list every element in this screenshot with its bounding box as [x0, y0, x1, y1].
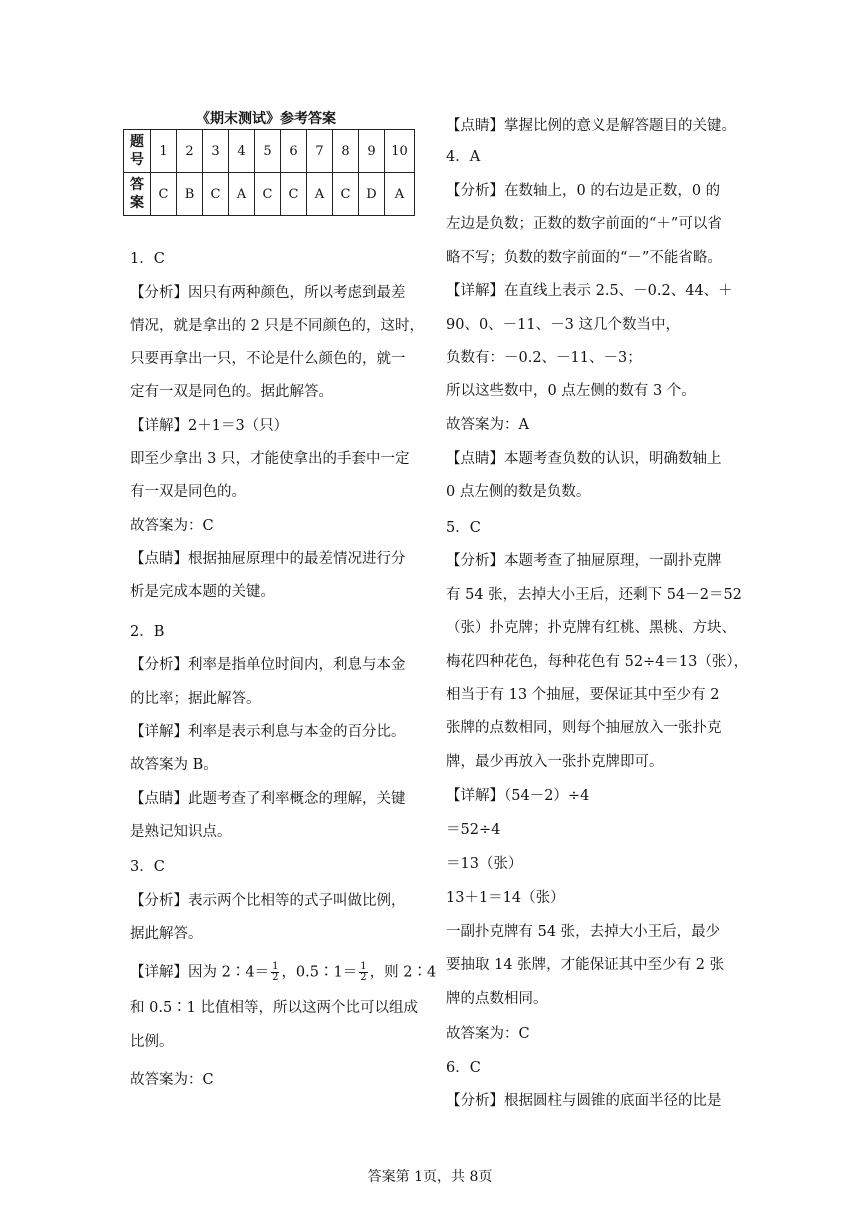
text-line: （张）扑克牌；扑克牌有红桃、黑桃、方块、: [446, 620, 736, 636]
text-line: 【详解】2＋1＝3（只）: [130, 418, 289, 434]
answer-value: C: [333, 173, 359, 216]
answer-label-cell: [124, 173, 151, 216]
text-line: 【分析】因只有两种颜色，所以考虑到最差: [130, 285, 406, 301]
fraction-one-half: [271, 962, 279, 983]
text-line: 负数有：－0.2、－11、－3；: [446, 350, 642, 366]
text-line: 只要再拿出一只，不论是什么颜色的，就一: [130, 351, 406, 367]
question-number: 9: [359, 130, 385, 173]
text-line: 故答案为：C: [446, 1026, 530, 1042]
question-number: 10: [385, 130, 415, 173]
question-number: 1: [151, 130, 177, 173]
text-line: 13＋1＝14（张）: [446, 890, 565, 906]
question-number: 5: [255, 130, 281, 173]
text-line: 要抽取 14 张牌，才能保证其中至少有 2 张: [446, 957, 725, 973]
fraction-denominator: 2: [272, 972, 279, 983]
q3-detail-part2: ，0.5∶1＝: [281, 964, 358, 981]
text-line: 【分析】根据圆柱与圆锥的底面半径的比是: [446, 1093, 722, 1109]
text-line: 【点睛】此题考查了利率概念的理解，关键: [130, 791, 406, 807]
answer-value: C: [255, 173, 281, 216]
text-line: 一副扑克牌有 54 张，去掉大小王后，最少: [446, 924, 721, 940]
fraction-one-half: [359, 962, 367, 983]
text-line: 【详解】利率是表示利息与本金的百分比。: [130, 724, 406, 740]
fraction-numerator: 1: [360, 961, 367, 972]
text-line: 【分析】本题考查了抽屉原理，一副扑克牌: [446, 553, 722, 569]
answer-value: C: [151, 173, 177, 216]
text-line: 90、0、－11、－3 这几个数当中，: [446, 317, 680, 333]
text-line: 牌，最少再放入一张扑克牌即可。: [446, 754, 664, 770]
text-line: 【分析】在数轴上，0 的右边是正数，0 的: [446, 183, 721, 199]
text-line: 定有一双是同色的。据此解答。: [130, 384, 333, 400]
text-line: 【点睛】本题考查负数的认识，明确数轴上: [446, 451, 722, 467]
text-line: 【分析】表示两个比相等的式子叫做比例，: [130, 893, 406, 909]
text-line: 据此解答。: [130, 926, 203, 942]
text-line: ＝52÷4: [446, 822, 501, 838]
text-line: 【点睛】根据抽屉原理中的最差情况进行分: [130, 551, 406, 567]
text-line: 有一双是同色的。: [130, 484, 246, 500]
text-line: 是熟记知识点。: [130, 824, 232, 840]
text-line: 3．C: [130, 859, 165, 875]
q3-detail-line: [130, 962, 436, 983]
text-line: 5．C: [446, 520, 481, 536]
header-label-cell: [124, 130, 151, 173]
answer-value: C: [203, 173, 229, 216]
fraction-denominator: 2: [360, 972, 367, 983]
answer-value: B: [177, 173, 203, 216]
q3-detail-part3: ，则 2∶4: [369, 964, 437, 981]
text-line: 析是完成本题的关键。: [130, 584, 275, 600]
text-line: 即至少拿出 3 只，才能使拿出的手套中一定: [130, 451, 410, 467]
answer-value: D: [359, 173, 385, 216]
answer-table: [123, 129, 415, 216]
question-number: 2: [177, 130, 203, 173]
question-number: 3: [203, 130, 229, 173]
text-line: 张牌的点数相同，则每个抽屉放入一张扑克: [446, 720, 722, 736]
text-line: 比例。: [130, 1034, 174, 1050]
text-line: 相当于有 13 个抽屉，要保证其中至少有 2: [446, 687, 720, 703]
answer-table-header-row: [124, 130, 415, 173]
text-line: 情况，就是拿出的 2 只是不同颜色的，这时，: [130, 318, 424, 334]
text-line: 故答案为：A: [446, 417, 529, 433]
q3-detail-part1: 【详解】因为 2∶4＝: [130, 964, 270, 981]
text-line: 梅花四种花色，每种花色有 52÷4＝13（张），: [446, 654, 749, 670]
text-line: 故答案为：C: [130, 1072, 214, 1088]
text-line: 故答案为：C: [130, 518, 214, 534]
text-line: 4．A: [446, 149, 481, 165]
text-line: 【详解】在直线上表示 2.5、－0.2、44、＋: [446, 283, 733, 299]
text-line: 【分析】利率是指单位时间内，利息与本金: [130, 657, 406, 673]
text-line: 故答案为 B。: [130, 757, 218, 773]
text-line: 1．C: [130, 251, 165, 267]
question-number: 4: [229, 130, 255, 173]
header-label-char: 题: [130, 134, 144, 150]
question-number: 6: [281, 130, 307, 173]
text-line: 和 0.5∶1 比值相等，所以这两个比可以组成: [130, 1000, 419, 1016]
text-line: 略不写；负数的数字前面的“－”不能省略。: [446, 250, 722, 266]
text-line: 牌的点数相同。: [446, 991, 548, 1007]
answer-table-answer-row: [124, 173, 415, 216]
fraction-numerator: 1: [272, 961, 279, 972]
question-number: 7: [307, 130, 333, 173]
text-line: 【详解】（54－2）÷4: [446, 788, 590, 804]
question-number: 8: [333, 130, 359, 173]
page-footer: 答案第 1页，共 8页: [367, 1169, 493, 1185]
text-line: 所以这些数中，0 点左侧的数有 3 个。: [446, 383, 696, 399]
answer-value: A: [229, 173, 255, 216]
answer-label-char: 案: [130, 195, 144, 211]
text-line: 左边是负数；正数的数字前面的“＋”可以省: [446, 216, 722, 232]
page-title: 《期末测试》参考答案: [196, 111, 336, 127]
text-line: 2．B: [130, 624, 165, 640]
text-line: ＝13（张）: [446, 856, 523, 872]
text-line: 的比率；据此解答。: [130, 691, 261, 707]
text-line: 6．C: [446, 1060, 481, 1076]
text-line: 有 54 张，去掉大小王后，还剩下 54－2＝52: [446, 587, 742, 603]
text-line: 【点睛】掌握比例的意义是解答题目的关键。: [446, 118, 736, 134]
answer-value: A: [385, 173, 415, 216]
answer-value: C: [281, 173, 307, 216]
header-label-char: 号: [130, 152, 144, 168]
answer-label-char: 答: [130, 177, 144, 193]
text-line: 0 点左侧的数是负数。: [446, 484, 591, 500]
answer-value: A: [307, 173, 333, 216]
